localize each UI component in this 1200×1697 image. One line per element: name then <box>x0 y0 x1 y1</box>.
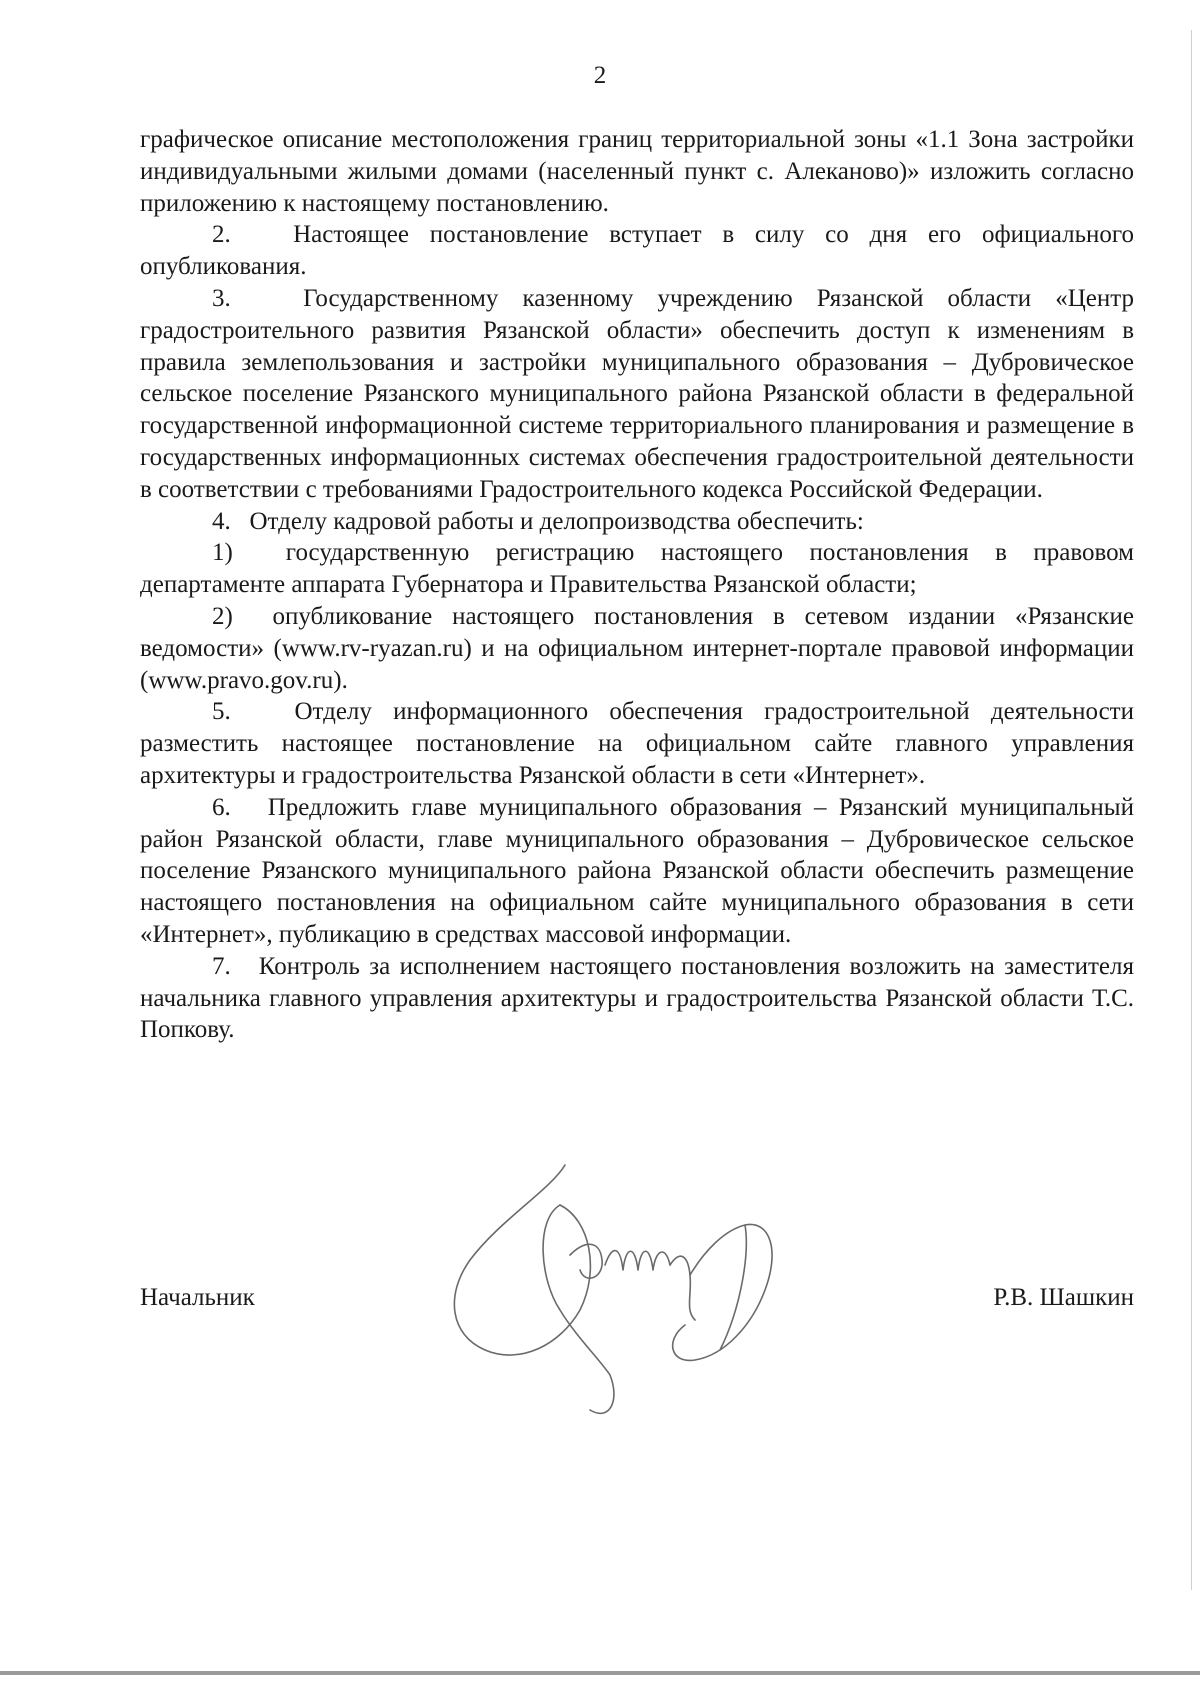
signatory-title: Начальник <box>140 1284 255 1311</box>
scan-bottom-border <box>0 1671 1200 1675</box>
signatory-name: Р.В. Шашкин <box>993 1284 1134 1311</box>
paragraph-3: 3. Государственному казенному учреждению Рязанской области «Центр градостроительного развития Рязанской области» обеспечить доступ к изменениям в правила землепользования и застройки муниципального образования – Дубровическое сельское поселение Рязанского муниципального района Рязанской области в федеральной государственной информационной системе территориального планирования и размещение в государственных информационных системах обеспечения градостроительной деятельности в соответствии с требованиями Градостроительного кодекса Российской Федерации. <box>140 284 1134 503</box>
paragraph-5: 5. Отделу информационного обеспечения градостроительной деятельности разместить настоящее постановление на официальном сайте главного управления архитектуры и градостроительства Рязанской области в сети «Интернет». <box>140 698 1134 789</box>
document-body <box>140 124 1134 1046</box>
paragraph-4-item-2: 2) опубликование настоящего постановления в сетевом издании «Рязанские ведомости» (www.rv-ryazan.ru) и на официальном интернет-портале правовой информации (www.pravo.gov.ru). <box>140 602 1134 694</box>
paragraph-4-item-1: 1) государственную регистрацию настоящего постановления в правовом департаменте аппарата Губернатора и Правительства Рязанской области; <box>140 539 1134 599</box>
paragraph-4: 4. Отделу кадровой работы и делопроизводства обеспечить: <box>212 507 864 535</box>
page-number: 2 <box>593 62 607 89</box>
page-edge-line <box>1191 30 1192 1590</box>
handwritten-signature <box>440 1160 820 1430</box>
paragraph-6: 6. Предложить главе муниципального образования – Рязанский муниципальный район Рязанской области, главе муниципального образования – Дубровическое сельское поселение Рязанского муниципального района Рязанской области обеспечить размещение настоящего постановления на официальном сайте муниципального образования в сети «Интернет», публикацию в средствах массовой информации. <box>140 793 1134 948</box>
paragraph-7: 7. Контроль за исполнением настоящего постановления возложить на заместителя начальника главного управления архитектуры и градостроительства Рязанской области Т.С. Попкову. <box>140 952 1134 1044</box>
paragraph-2: 2. Настоящее постановление вступает в силу со дня его официального опубликования. <box>140 221 1134 281</box>
paragraph-continuation: графическое описание местоположения границ территориальной зоны «1.1 Зона застройки индивидуальными жилыми домами (населенный пункт с. Алеканово)» изложить согласно приложению к настоящему постановлению. <box>140 126 1134 217</box>
